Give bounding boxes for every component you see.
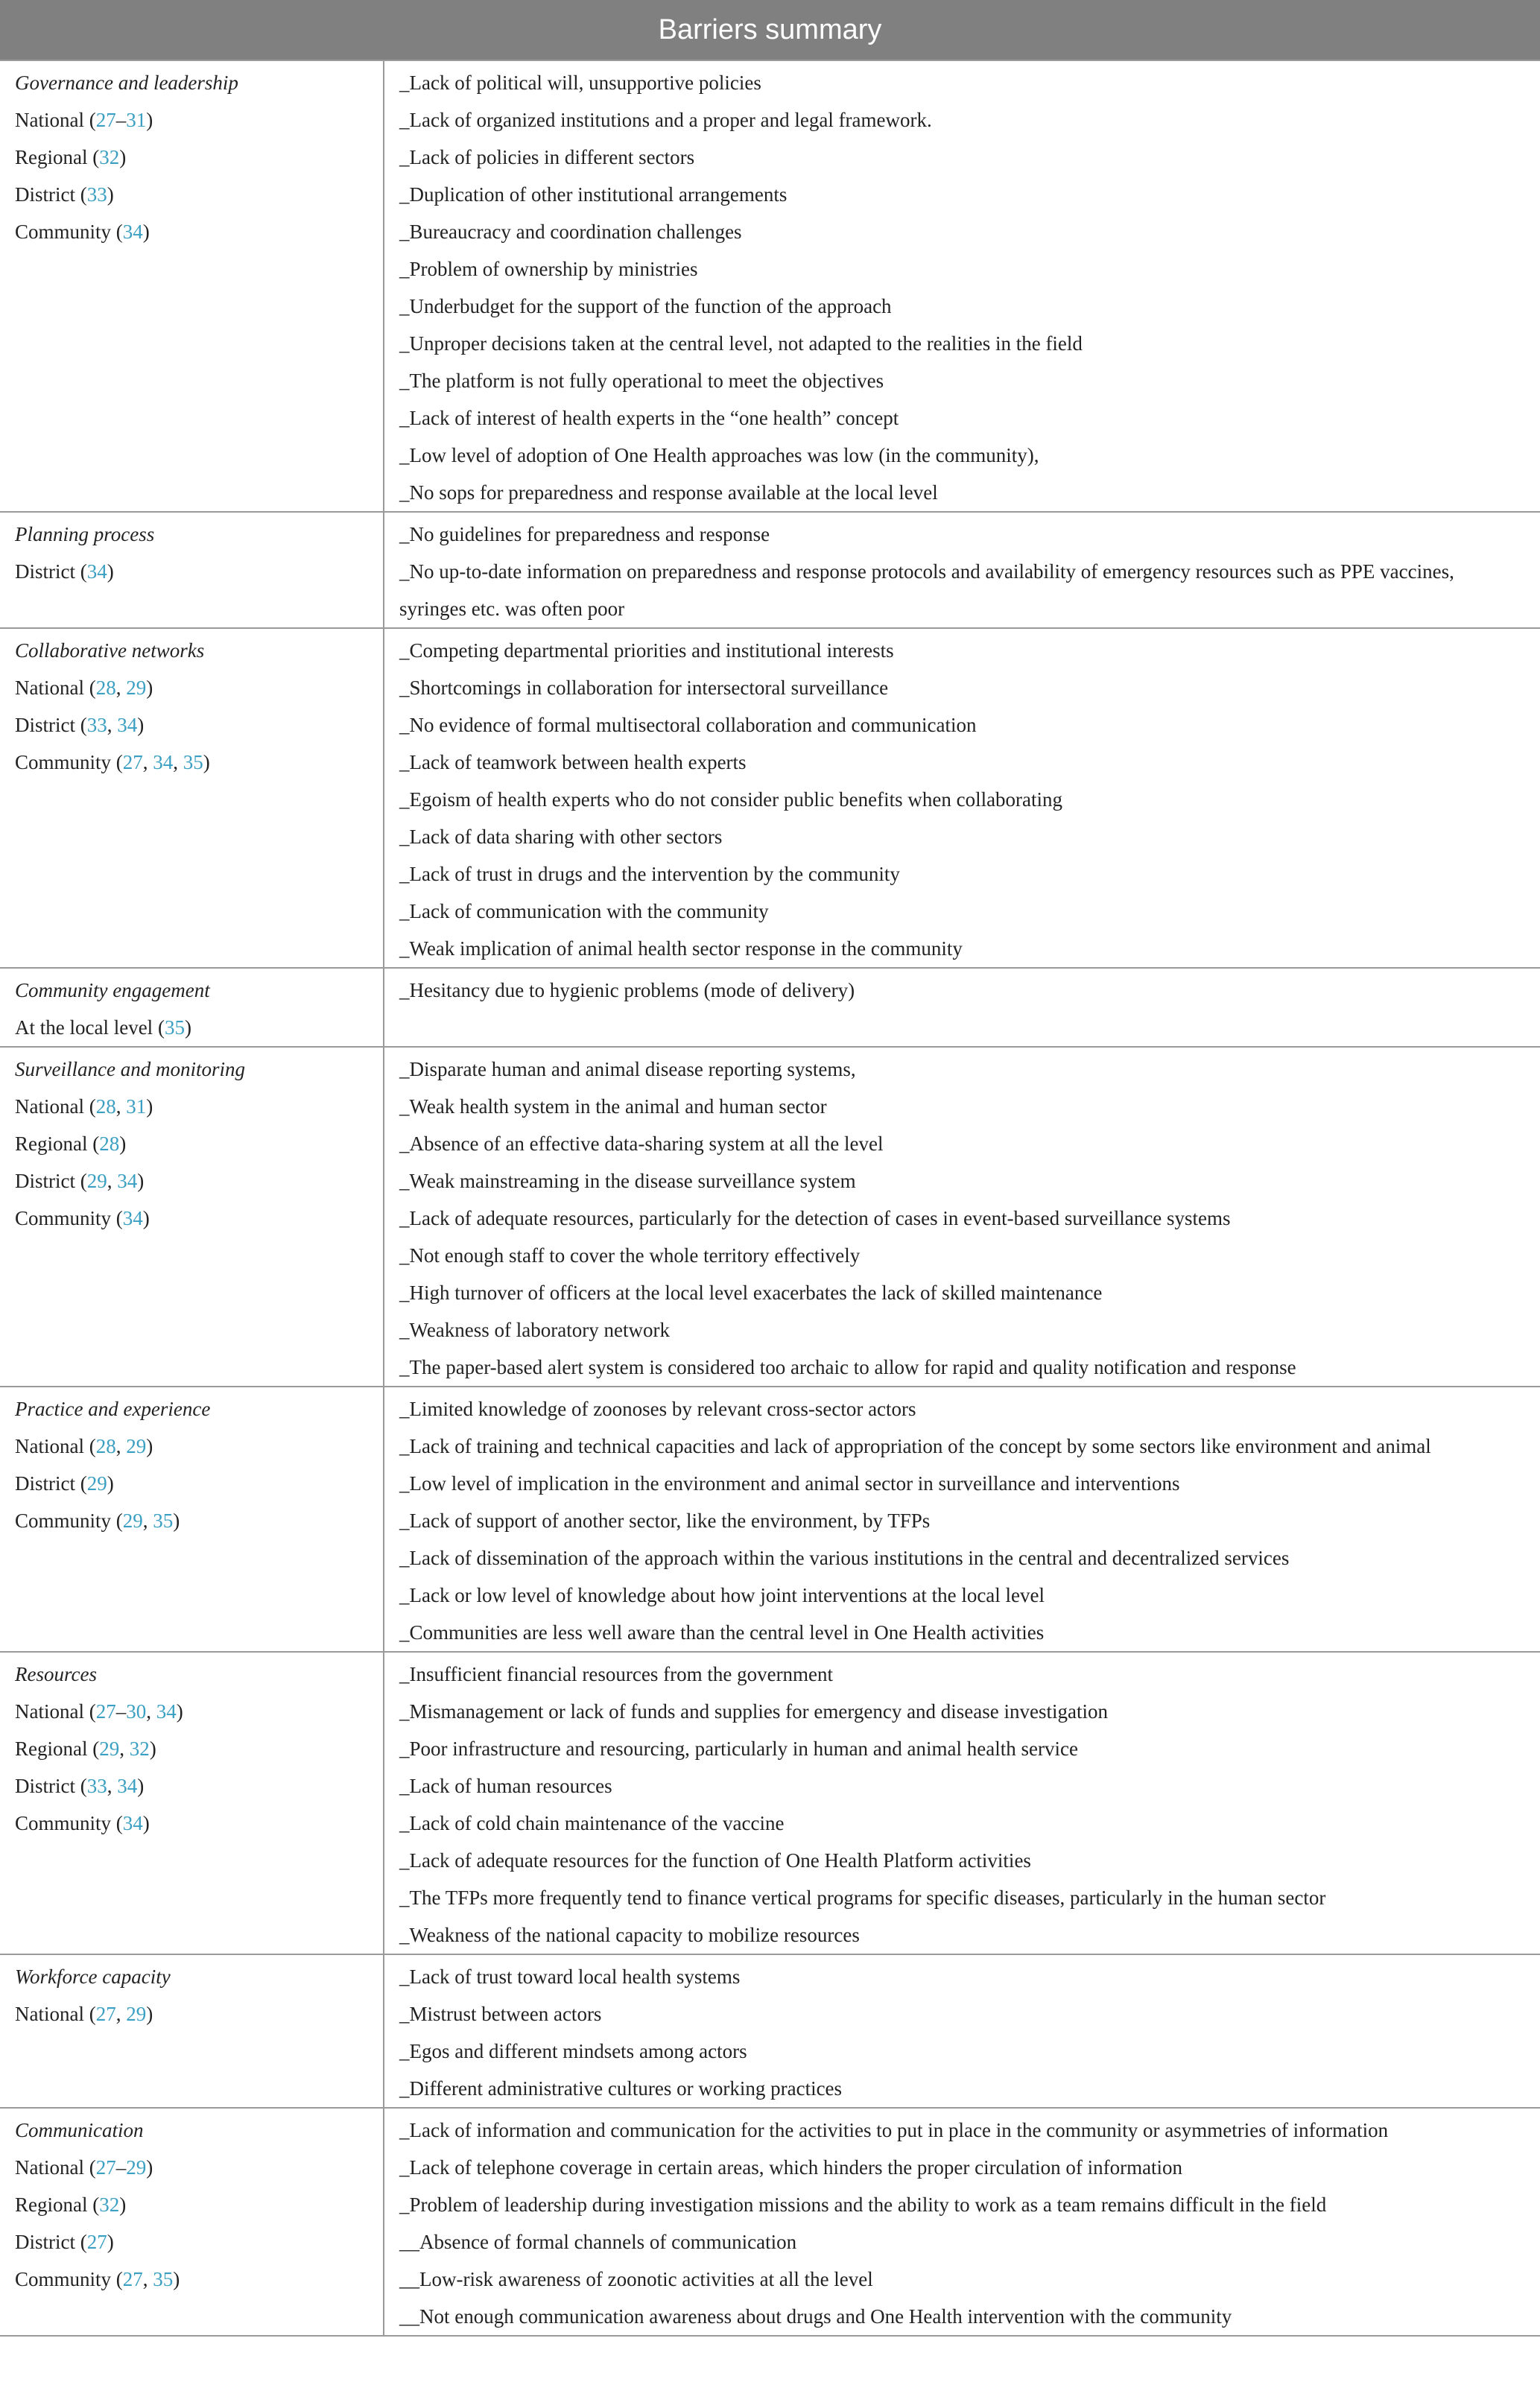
citation-link[interactable]: 27 — [95, 1700, 116, 1723]
table-row — [0, 1387, 1540, 1652]
citation-link[interactable]: 28 — [99, 1133, 120, 1155]
barrier-item: _Lack of dissemination of the approach within the various institutions in the central and decentralized services — [399, 1547, 1290, 1569]
category-title: Governance and leadership — [15, 72, 238, 94]
citation-separator: , — [107, 714, 118, 736]
citation-separator: , — [119, 1738, 130, 1760]
barriers-cell — [384, 512, 1540, 628]
barrier-item: _Lack of political will, unsupportive policies — [399, 72, 761, 94]
citation-separator: – — [115, 1700, 127, 1723]
citation-link[interactable]: 32 — [129, 1738, 150, 1760]
level-entry: District (34) — [15, 560, 114, 583]
barrier-item: _Insufficient financial resources from the government — [399, 1663, 834, 1685]
barrier-item: _Weak mainstreaming in the disease surveillance system — [399, 1170, 856, 1192]
citation-link[interactable]: 28 — [95, 1435, 116, 1457]
citation-link[interactable]: 31 — [126, 1095, 147, 1118]
citation-link[interactable]: 29 — [126, 2156, 147, 2179]
level-entry: Community (27, 35) — [15, 2268, 180, 2290]
level-label: Community — [15, 751, 112, 773]
level-entry: Regional (32) — [15, 146, 127, 168]
level-entry: National (27–30, 34) — [15, 1700, 183, 1723]
category-cell — [0, 512, 384, 628]
barrier-item: _The platform is not fully operational to meet the objectives — [399, 370, 884, 392]
barrier-item: _Egoism of health experts who do not consider public benefits when collaborating — [399, 788, 1063, 811]
barriers-cell — [384, 2108, 1540, 2336]
barrier-item: _Low level of adoption of One Health approaches was low (in the community), — [399, 444, 1039, 466]
level-label: Regional — [15, 1133, 88, 1155]
category-title: Workforce capacity — [15, 1966, 171, 1988]
citation-separator: – — [115, 2156, 127, 2179]
barrier-item: _Lack of information and communication for the activities to put in place in the community or asymmetries of information — [399, 2119, 1389, 2141]
citation-link[interactable]: 29 — [122, 1510, 143, 1532]
citation-link[interactable]: 34 — [117, 1775, 138, 1797]
barrier-item: _Problem of ownership by ministries — [399, 258, 698, 280]
citation-separator: – — [115, 109, 127, 131]
citation-link[interactable]: 29 — [99, 1738, 120, 1760]
category-cell — [0, 1047, 384, 1387]
level-entry: National (28, 29) — [15, 677, 153, 699]
barrier-item: _The TFPs more frequently tend to finance vertical programs for specific diseases, particularly in the human sector — [399, 1887, 1326, 1909]
table-title: Barriers summary — [0, 0, 1540, 60]
level-entry: National (28, 29) — [15, 1435, 153, 1457]
level-entry: National (27–29) — [15, 2156, 153, 2179]
level-label: Community — [15, 2268, 112, 2290]
barrier-item: __Not enough communication awareness about drugs and One Health intervention with the community — [399, 2305, 1232, 2328]
level-label: Regional — [15, 146, 88, 168]
barrier-item: _Poor infrastructure and resourcing, particularly in human and animal health service — [399, 1738, 1078, 1760]
citation-link[interactable]: 34 — [122, 1812, 143, 1834]
barriers-cell — [384, 60, 1540, 512]
citation-separator: , — [115, 2003, 127, 2025]
category-cell — [0, 968, 384, 1047]
citation-link[interactable]: 29 — [86, 1170, 107, 1192]
citation-link[interactable]: 33 — [86, 183, 107, 206]
citation-separator: , — [142, 2268, 153, 2290]
level-label: District — [15, 183, 75, 206]
barrier-item: _Lack of organized institutions and a proper and legal framework. — [399, 109, 932, 131]
citation-link[interactable]: 34 — [117, 1170, 138, 1192]
level-label: Community — [15, 221, 112, 243]
barrier-item: _Problem of leadership during investigation missions and the ability to work as a team remains difficult in the field — [399, 2193, 1327, 2216]
barrier-item: _Unproper decisions taken at the central level, not adapted to the realities in the field — [399, 332, 1083, 355]
barrier-item: _Low level of implication in the environment and animal sector in surveillance and interventions — [399, 1472, 1180, 1495]
citation-link[interactable]: 30 — [126, 1700, 147, 1723]
level-label: Regional — [15, 1738, 88, 1760]
barrier-item: _Shortcomings in collaboration for intersectoral surveillance — [399, 677, 889, 699]
citation-link[interactable]: 27 — [122, 2268, 143, 2290]
citation-link[interactable]: 33 — [86, 714, 107, 736]
citation-separator: , — [115, 1095, 127, 1118]
citation-link[interactable]: 29 — [126, 2003, 147, 2025]
level-label: Community — [15, 1207, 112, 1229]
barrier-item: _The paper-based alert system is considered too archaic to allow for rapid and quality notification and response — [399, 1356, 1296, 1378]
barrier-item: _Absence of an effective data-sharing system at all the level — [399, 1133, 884, 1155]
level-entry: Regional (29, 32) — [15, 1738, 156, 1760]
level-entry: Community (34) — [15, 1812, 150, 1834]
citation-separator: , — [115, 677, 127, 699]
barrier-item: _Bureaucracy and coordination challenges — [399, 221, 742, 243]
level-entry: District (27) — [15, 2231, 114, 2253]
table-row — [0, 1954, 1540, 2108]
citation-link[interactable]: 28 — [95, 677, 116, 699]
table-row — [0, 968, 1540, 1047]
level-label: National — [15, 109, 84, 131]
table-row — [0, 512, 1540, 628]
citation-separator: , — [142, 751, 153, 773]
barriers-cell — [384, 1954, 1540, 2108]
barrier-item: _Limited knowledge of zoonoses by relevant cross-sector actors — [399, 1398, 916, 1420]
barrier-item: _Competing departmental priorities and institutional interests — [399, 639, 894, 662]
citation-link[interactable]: 34 — [153, 751, 174, 773]
category-cell — [0, 1387, 384, 1652]
barriers-cell — [384, 1387, 1540, 1652]
citation-link[interactable]: 31 — [126, 109, 147, 131]
citation-link[interactable]: 27 — [95, 2003, 116, 2025]
citation-separator: , — [115, 1435, 127, 1457]
barrier-item: _Lack of human resources — [399, 1775, 612, 1797]
citation-link[interactable]: 29 — [126, 677, 147, 699]
table-body — [0, 60, 1540, 2336]
category-title: Communication — [15, 2119, 144, 2141]
category-cell — [0, 2108, 384, 2336]
level-entry: Community (34) — [15, 221, 150, 243]
level-label: National — [15, 2003, 84, 2025]
barrier-item: _Weakness of the national capacity to mobilize resources — [399, 1924, 860, 1946]
citation-link[interactable]: 35 — [153, 1510, 174, 1532]
barrier-item: _Lack of policies in different sectors — [399, 146, 695, 168]
citation-link[interactable]: 29 — [86, 1472, 107, 1495]
category-title: Collaborative networks — [15, 639, 205, 662]
barrier-item: _Lack of data sharing with other sectors — [399, 826, 723, 848]
category-title: Practice and experience — [15, 1398, 211, 1420]
level-entry: At the local level (35) — [15, 1016, 191, 1039]
category-title: Planning process — [15, 523, 155, 545]
level-entry: District (33) — [15, 183, 114, 206]
citation-link[interactable]: 34 — [156, 1700, 177, 1723]
citation-separator: , — [107, 1775, 118, 1797]
barrier-item: _Disparate human and animal disease reporting systems, — [399, 1058, 856, 1080]
category-title: Resources — [15, 1663, 97, 1685]
level-entry: District (33, 34) — [15, 1775, 145, 1797]
citation-link[interactable]: 34 — [122, 221, 143, 243]
barrier-item: _Mistrust between actors — [399, 2003, 602, 2025]
level-entry: Regional (28) — [15, 1133, 127, 1155]
level-entry: National (27–31) — [15, 109, 153, 131]
citation-link[interactable]: 27 — [122, 751, 143, 773]
level-label: District — [15, 1472, 75, 1495]
citation-link[interactable]: 35 — [153, 2268, 174, 2290]
barrier-item: _No sops for preparedness and response available at the local level — [399, 481, 938, 504]
citation-link[interactable]: 34 — [122, 1207, 143, 1229]
level-label: District — [15, 1170, 75, 1192]
table-row — [0, 1047, 1540, 1387]
barriers-cell — [384, 1652, 1540, 1954]
level-entry: Community (34) — [15, 1207, 150, 1229]
table-row — [0, 628, 1540, 968]
barrier-item: _Egos and different mindsets among actors — [399, 2040, 747, 2062]
barrier-item: _Lack of teamwork between health experts — [399, 751, 747, 773]
barrier-item: _Underbudget for the support of the function of the approach — [399, 295, 892, 317]
category-cell — [0, 1954, 384, 2108]
citation-link[interactable]: 35 — [164, 1016, 185, 1039]
barrier-item: _Weak health system in the animal and human sector — [399, 1095, 827, 1118]
citation-link[interactable]: 32 — [99, 2193, 120, 2216]
barrier-item: __Low-risk awareness of zoonotic activities at all the level — [399, 2268, 873, 2290]
citation-separator: , — [107, 1170, 118, 1192]
level-label: National — [15, 1435, 84, 1457]
level-label: District — [15, 714, 75, 736]
barriers-cell — [384, 1047, 1540, 1387]
level-label: Community — [15, 1812, 112, 1834]
level-label: Regional — [15, 2193, 88, 2216]
table-row — [0, 60, 1540, 512]
barrier-item: _Lack or low level of knowledge about how joint interventions at the local level — [399, 1584, 1045, 1606]
citation-separator: , — [173, 751, 183, 773]
level-label: National — [15, 2156, 84, 2179]
barriers-table — [0, 60, 1540, 2337]
barrier-item: _Duplication of other institutional arrangements — [399, 183, 788, 206]
barriers-cell — [384, 968, 1540, 1047]
level-entry: National (28, 31) — [15, 1095, 153, 1118]
level-label: At the local level — [15, 1016, 153, 1039]
barrier-item: _No guidelines for preparedness and response — [399, 523, 770, 545]
category-title: Surveillance and monitoring — [15, 1058, 245, 1080]
citation-link[interactable]: 29 — [126, 1435, 147, 1457]
level-label: National — [15, 1700, 84, 1723]
barrier-item: _Lack of adequate resources for the function of One Health Platform activities — [399, 1849, 1031, 1872]
level-entry: District (29) — [15, 1472, 114, 1495]
barrier-item: _Hesitancy due to hygienic problems (mode of delivery) — [399, 979, 855, 1001]
citation-link[interactable]: 27 — [95, 2156, 116, 2179]
citation-separator: , — [146, 1700, 156, 1723]
level-label: District — [15, 560, 75, 583]
barrier-item: __Absence of formal channels of communication — [399, 2231, 797, 2253]
barrier-item: _Not enough staff to cover the whole territory effectively — [399, 1244, 861, 1267]
level-label: National — [15, 1095, 84, 1118]
category-cell — [0, 628, 384, 968]
citation-link[interactable]: 34 — [117, 714, 138, 736]
level-label: District — [15, 2231, 75, 2253]
barrier-item: _High turnover of officers at the local level exacerbates the lack of skilled maintenance — [399, 1282, 1103, 1304]
category-title: Community engagement — [15, 979, 210, 1001]
citation-link[interactable]: 32 — [99, 146, 120, 168]
category-cell — [0, 1652, 384, 1954]
barrier-item: _Lack of communication with the community — [399, 900, 769, 922]
barrier-item: _Communities are less well aware than the central level in One Health activities — [399, 1621, 1045, 1644]
table-row — [0, 1652, 1540, 1954]
level-entry: Regional (32) — [15, 2193, 127, 2216]
barriers-cell — [384, 628, 1540, 968]
barrier-item: _Different administrative cultures or working practices — [399, 2077, 843, 2100]
barrier-item: _Lack of trust in drugs and the intervention by the community — [399, 863, 900, 885]
citation-separator: , — [142, 1510, 153, 1532]
citation-link[interactable]: 28 — [95, 1095, 116, 1118]
table-row — [0, 2108, 1540, 2336]
level-label: Community — [15, 1510, 112, 1532]
barrier-item: _Lack of trust toward local health systems — [399, 1966, 741, 1988]
level-entry: Community (29, 35) — [15, 1510, 180, 1532]
barrier-item: _Mismanagement or lack of funds and supplies for emergency and disease investigation — [399, 1700, 1108, 1723]
citation-link[interactable]: 33 — [86, 1775, 107, 1797]
barrier-item: _No evidence of formal multisectoral collaboration and communication — [399, 714, 977, 736]
citation-link[interactable]: 35 — [183, 751, 203, 773]
barrier-item: _Lack of support of another sector, like the environment, by TFPs — [399, 1510, 931, 1532]
citation-link[interactable]: 27 — [95, 109, 116, 131]
level-entry: District (33, 34) — [15, 714, 145, 736]
citation-link[interactable]: 27 — [86, 2231, 107, 2253]
level-label: District — [15, 1775, 75, 1797]
level-entry: Community (27, 34, 35) — [15, 751, 210, 773]
category-cell — [0, 60, 384, 512]
barrier-item: _Lack of training and technical capacities and lack of appropriation of the concept by some sectors like environment and animal — [399, 1435, 1431, 1457]
barrier-item: _Lack of adequate resources, particularly for the detection of cases in event-based surveillance systems — [399, 1207, 1231, 1229]
barrier-item: _Lack of cold chain maintenance of the vaccine — [399, 1812, 785, 1834]
barrier-item: _Weak implication of animal health sector response in the community — [399, 937, 963, 960]
barrier-item: _Lack of interest of health experts in the “one health” concept — [399, 407, 899, 429]
level-entry: National (27, 29) — [15, 2003, 153, 2025]
citation-link[interactable]: 34 — [86, 560, 107, 583]
level-entry: District (29, 34) — [15, 1170, 145, 1192]
barrier-item: _Lack of telephone coverage in certain areas, which hinders the proper circulation of information — [399, 2156, 1183, 2179]
level-label: National — [15, 677, 84, 699]
barrier-item: _Weakness of laboratory network — [399, 1319, 670, 1341]
barrier-item: _No up-to-date information on preparedness and response protocols and availability of emergency resources such as PPE vaccines, syringes etc. was often poor — [399, 560, 1454, 620]
